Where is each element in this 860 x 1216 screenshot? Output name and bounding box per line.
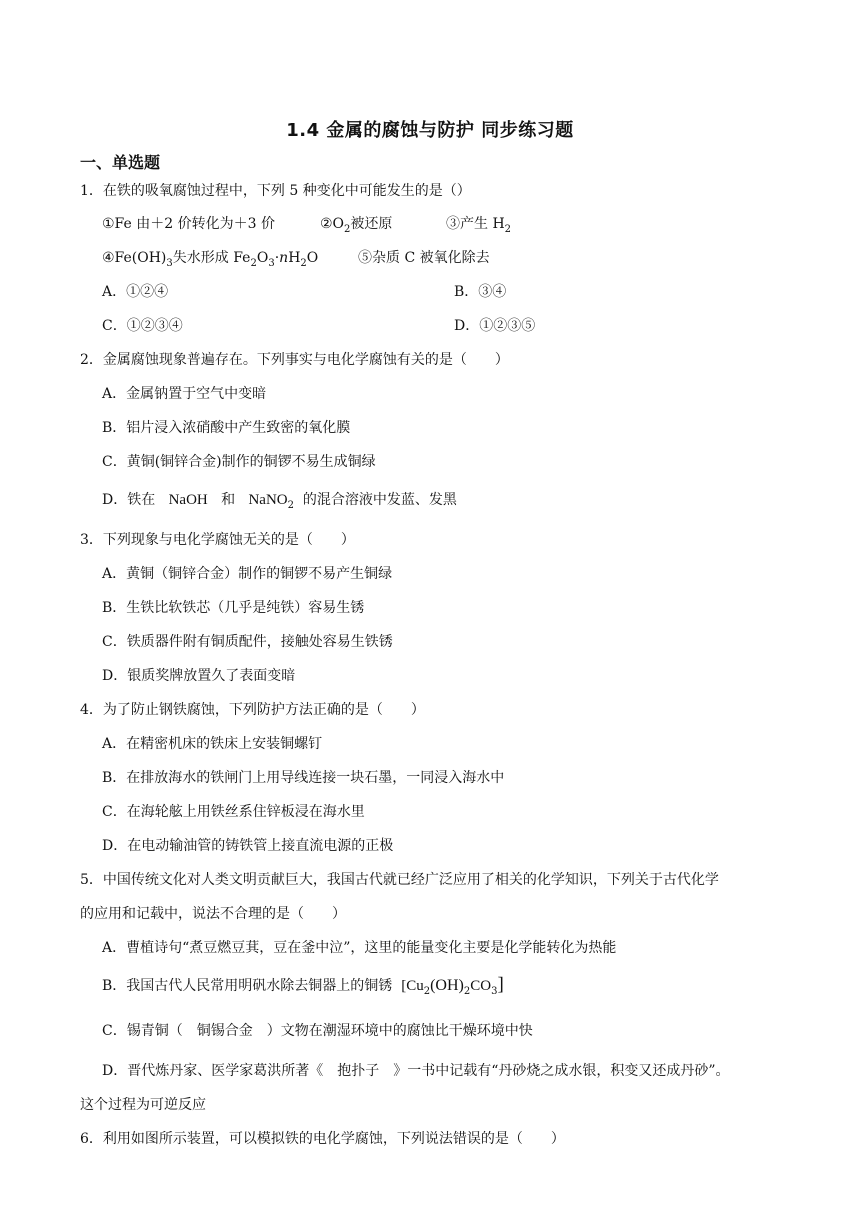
question-1-item-2: $②O_2$被还原 — [320, 216, 393, 235]
question-2-stem: 2．金属腐蚀现象普遍存在。下列事实与电化学腐蚀有关的是（ ） — [80, 352, 509, 368]
question-4-option-d[interactable]: D．在电动输油管的铸铁管上接直流电源的正极 — [102, 838, 394, 854]
question-1-stem: 1．在铁的吸氧腐蚀过程中，下列 5 种变化中可能发生的是（） — [80, 183, 471, 199]
question-5-option-b[interactable]: B．我国古代人民常用明矾水除去铜器上的铜锈 $[Cu_2(OH)_2CO_3]$ — [102, 974, 504, 997]
question-2-option-d[interactable]: D．铁在 NaOH 和 NaNO$_2$ 的混合溶液中发蓝、发黑 — [102, 492, 457, 511]
page-title: 1.4 金属的腐蚀与防护 同步练习题 — [286, 120, 574, 141]
question-1-option-c[interactable]: C．①②③④ — [102, 318, 183, 334]
question-5-option-d-line-2: 这个过程为可逆反应 — [80, 1097, 206, 1113]
question-1-item-1: ①Fe 由＋2 价转化为＋3 价 — [102, 216, 275, 232]
question-3-option-d[interactable]: D．银质奖牌放置久了表面变暗 — [102, 668, 296, 684]
question-1-item-3: ③产生 $H_2$ — [446, 216, 512, 235]
question-5-option-c[interactable]: C．锡青铜（ 铜锡合金 ）文物在潮湿环境中的腐蚀比干燥环境中快 — [102, 1023, 533, 1039]
question-4-option-c[interactable]: C．在海轮舷上用铁丝系住锌板浸在海水里 — [102, 804, 365, 820]
question-3-option-b[interactable]: B．生铁比软铁芯（几乎是纯铁）容易生锈 — [102, 600, 365, 616]
question-2-option-b[interactable]: B．铝片浸入浓硝酸中产生致密的氧化膜 — [102, 420, 351, 436]
question-6-stem: 6．利用如图所示装置，可以模拟铁的电化学腐蚀，下列说法错误的是（ ） — [80, 1131, 565, 1147]
question-5-option-a[interactable]: A．曹植诗句“煮豆燃豆萁，豆在釜中泣”，这里的能量变化主要是化学能转化为热能 — [102, 940, 617, 956]
question-1-item-5: ⑤杂质 C 被氧化除去 — [358, 250, 490, 266]
question-4-option-b[interactable]: B．在排放海水的铁闸门上用导线连接一块石墨，一同浸入海水中 — [102, 770, 505, 786]
question-5-option-d-line-1[interactable]: D．晋代炼丹家、医学家葛洪所著《 抱扑子 》一书中记载有“丹砂烧之成水银，积变又还成丹砂”。 — [102, 1063, 730, 1079]
question-5-stem-line-2: 的应用和记载中，说法不合理的是（ ） — [80, 906, 346, 922]
question-2-option-a[interactable]: A．金属钠置于空气中变暗 — [102, 386, 267, 402]
question-4-option-a[interactable]: A．在精密机床的铁床上安装铜螺钉 — [102, 736, 323, 752]
question-5-stem-line-1: 5．中国传统文化对人类文明贡献巨大，我国古代就已经广泛应用了相关的化学知识，下列关于古代化学 — [80, 872, 719, 888]
question-1-option-a[interactable]: A．①②④ — [102, 284, 169, 300]
question-1-option-b[interactable]: B．③④ — [454, 284, 507, 300]
section-heading: 一、单选题 — [80, 153, 161, 172]
question-4-stem: 4．为了防止钢铁腐蚀，下列防护方法正确的是（ ） — [80, 702, 425, 718]
question-2-option-c[interactable]: C．黄铜(铜锌合金)制作的铜锣不易生成铜绿 — [102, 454, 376, 470]
question-3-stem: 3．下列现象与电化学腐蚀无关的是（ ） — [80, 532, 355, 548]
question-1-option-d[interactable]: D．①②③⑤ — [454, 318, 536, 334]
question-3-option-a[interactable]: A．黄铜（铜锌合金）制作的铜锣不易产生铜绿 — [102, 566, 393, 582]
question-3-option-c[interactable]: C．铁质器件附有铜质配件，接触处容易生铁锈 — [102, 634, 393, 650]
question-1-item-4: $④Fe(OH)_3$失水形成 $Fe_2O_3\cdot nH_2O$ — [102, 250, 319, 269]
